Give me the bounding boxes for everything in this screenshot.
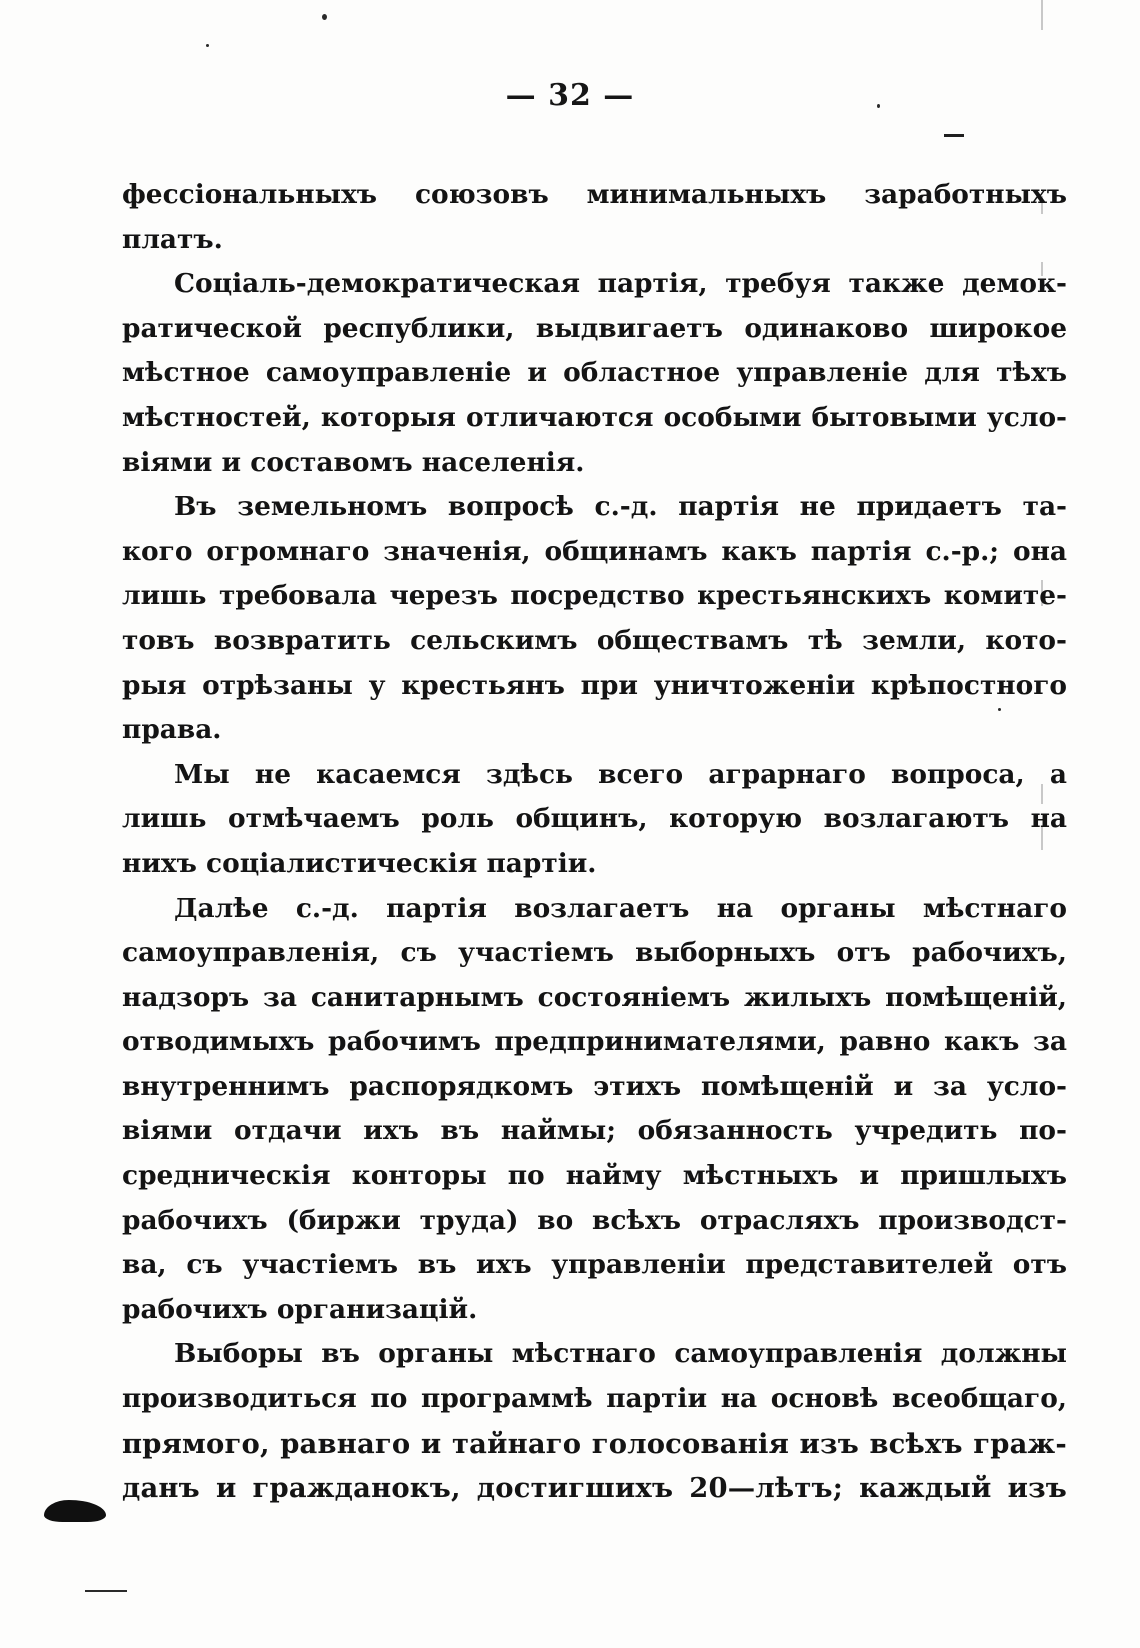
text-line: кого огромнаго значенія, общинамъ какъ партія с.-р.; она — [122, 535, 1067, 567]
text-line: прямого, равнаго и тайнаго голосованія изъ всѣхъ граж- — [122, 1427, 1067, 1460]
text-line: рыя отрѣзаны у крестьянъ при уничтоженіи крѣпостного — [122, 669, 1067, 701]
text-line: Въ земельномъ вопросѣ с.-д. партія не придаетъ та- — [174, 491, 1067, 523]
text-line: Соціаль-демократическая партія, требуя также демок- — [174, 268, 1067, 300]
page-number: — 32 — — [505, 78, 635, 113]
text-line: віями отдачи ихъ въ наймы; обязанность учредить по- — [122, 1115, 1067, 1147]
text-line: рабочихъ (биржи труда) во всѣхъ отрасляхъ производст- — [122, 1204, 1067, 1236]
body-text — [122, 173, 1067, 1511]
text-line: рабочихъ организацій. — [122, 1293, 478, 1325]
text-line: производиться по программѣ партіи на основѣ всеобщаго, — [122, 1383, 1067, 1415]
text-line: Выборы въ органы мѣстнаго самоуправленія должны — [174, 1338, 1067, 1370]
text-line: надзоръ за санитарнымъ состояніемъ жилыхъ помѣщеній, — [122, 981, 1067, 1013]
scan-speck — [206, 44, 209, 47]
text-line: права. — [122, 714, 222, 746]
text-line: лишь отмѣчаемъ роль общинъ, которую возлагаютъ на — [122, 803, 1067, 835]
page-edge-mark — [1041, 0, 1043, 30]
text-line: лишь требовала черезъ посредство крестьянскихъ комите- — [122, 580, 1067, 612]
text-line: Далѣе с.-д. партія возлагаетъ на органы мѣстнаго — [174, 892, 1067, 924]
text-line: фессіональныхъ союзовъ минимальныхъ заработныхъ — [122, 179, 1067, 210]
scan-speck — [322, 14, 327, 20]
text-line: мѣстное самоуправленіе и областное управленіе для тѣхъ — [122, 357, 1067, 389]
text-line: мѣстностей, которыя отличаются особыми бытовыми усло- — [122, 401, 1067, 433]
scan-mark — [944, 134, 964, 137]
text-line: ва, съ участіемъ въ ихъ управленіи представителей отъ — [122, 1249, 1067, 1281]
text-line: данъ и гражданокъ, достигшихъ 20—лѣтъ; каждый изъ — [122, 1472, 1067, 1505]
text-line: віями и составомъ населенія. — [122, 446, 585, 478]
text-line: нихъ соціалистическія партіи. — [122, 847, 597, 879]
text-line: внутреннимъ распорядкомъ этихъ помѣщеній и за усло- — [122, 1070, 1067, 1102]
text-line: средническія конторы по найму мѣстныхъ и пришлыхъ — [122, 1160, 1067, 1192]
text-line: отводимыхъ рабочимъ предпринимателями, равно какъ за — [122, 1026, 1067, 1058]
text-line: Мы не касаемся здѣсь всего аграрнаго вопроса, а — [174, 758, 1067, 790]
text-line: самоуправленія, съ участіемъ выборныхъ отъ рабочихъ, — [122, 937, 1067, 969]
text-line: ратической республики, выдвигаетъ одинаково широкое — [122, 312, 1067, 344]
text-line: товъ возвратить сельскимъ обществамъ тѣ земли, кото- — [122, 624, 1067, 656]
text-line: платъ. — [122, 223, 223, 255]
ink-blot — [44, 1500, 106, 1522]
scan-mark — [85, 1590, 127, 1592]
